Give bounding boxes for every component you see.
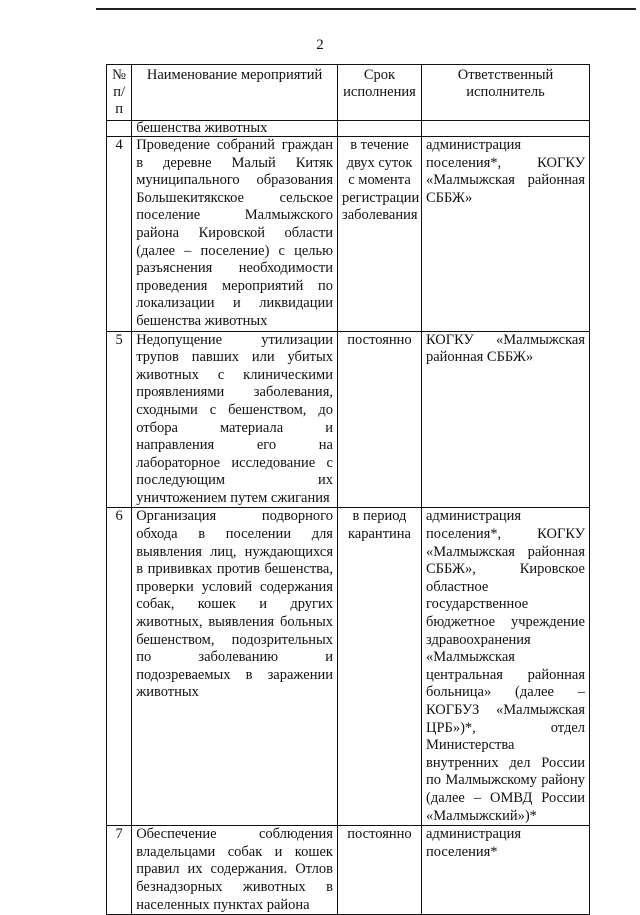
- cell-num: 7: [107, 826, 132, 915]
- cell-responsible: КОГКУ «Малмыжская районная СББЖ»: [421, 331, 589, 508]
- cell-term: [337, 121, 421, 137]
- top-rule: [96, 8, 636, 10]
- cell-name: Недопущение утилизации трупов павших или убитых животных с клиническими проявлениями заболевания, сходными с бешенством, до отбора материала и направления его на лабораторное исследование с последующим их уничтожением путем сжигания: [132, 331, 338, 508]
- measures-table: [106, 64, 590, 915]
- page-number: 2: [316, 37, 324, 53]
- cell-responsible: администрация поселения*, КОГКУ «Малмыжская районная СББЖ», Кировское областное государственное бюджетное учреждение здравоохранения «Малмыжская центральная районная больница» (далее – КОГБУЗ «Малмыжская ЦРБ»)*, отдел Министерства внутренних дел России по Малмыжскому району (далее – ОМВД России «Малмыжский»)*: [421, 508, 589, 826]
- cell-num: 5: [107, 331, 132, 508]
- cell-num: 4: [107, 137, 132, 332]
- table-header-row: [107, 65, 590, 121]
- cell-responsible: администрация поселения*: [421, 826, 589, 915]
- table-row-continuation: [107, 121, 590, 137]
- table-row: [107, 826, 590, 915]
- cell-num: 6: [107, 508, 132, 826]
- cell-term: в течение двух суток с момента регистрации заболевания: [337, 137, 421, 332]
- cell-num: [107, 121, 132, 137]
- header-num: № п/п: [107, 65, 132, 121]
- cell-name: Проведение собраний граждан в деревне Малый Китяк муниципального образования Большекитякское сельское поселение Малмыжского района Кировской области (далее – поселение) с целью разъяснения необходимости проведения мероприятий по локализации и ликвидации бешенства животных: [132, 137, 338, 332]
- header-responsible: Ответственный исполнитель: [421, 65, 589, 121]
- cell-term: в период карантина: [337, 508, 421, 826]
- cell-responsible: администрация поселения*, КОГКУ «Малмыжская районная СББЖ»: [421, 137, 589, 332]
- header-term: Срок исполнения: [337, 65, 421, 121]
- cell-name: бешенства животных: [132, 121, 338, 137]
- cell-responsible: [421, 121, 589, 137]
- cell-name: Обеспечение соблюдения владельцами собак и кошек правил их содержания. Отлов безнадзорных животных в населенных пунктах района: [132, 826, 338, 915]
- table-row: [107, 137, 590, 332]
- cell-name: Организация подворного обхода в поселении для выявления лиц, нуждающихся в прививках против бешенства, проверки условий содержания собак, кошек и других животных, выявления больных бешенством, подозрительных по заболеванию и подозреваемых в заражении животных: [132, 508, 338, 826]
- header-name: Наименование мероприятий: [132, 65, 338, 121]
- cell-term: постоянно: [337, 826, 421, 915]
- table-row: [107, 331, 590, 508]
- cell-term: постоянно: [337, 331, 421, 508]
- table-row: [107, 508, 590, 826]
